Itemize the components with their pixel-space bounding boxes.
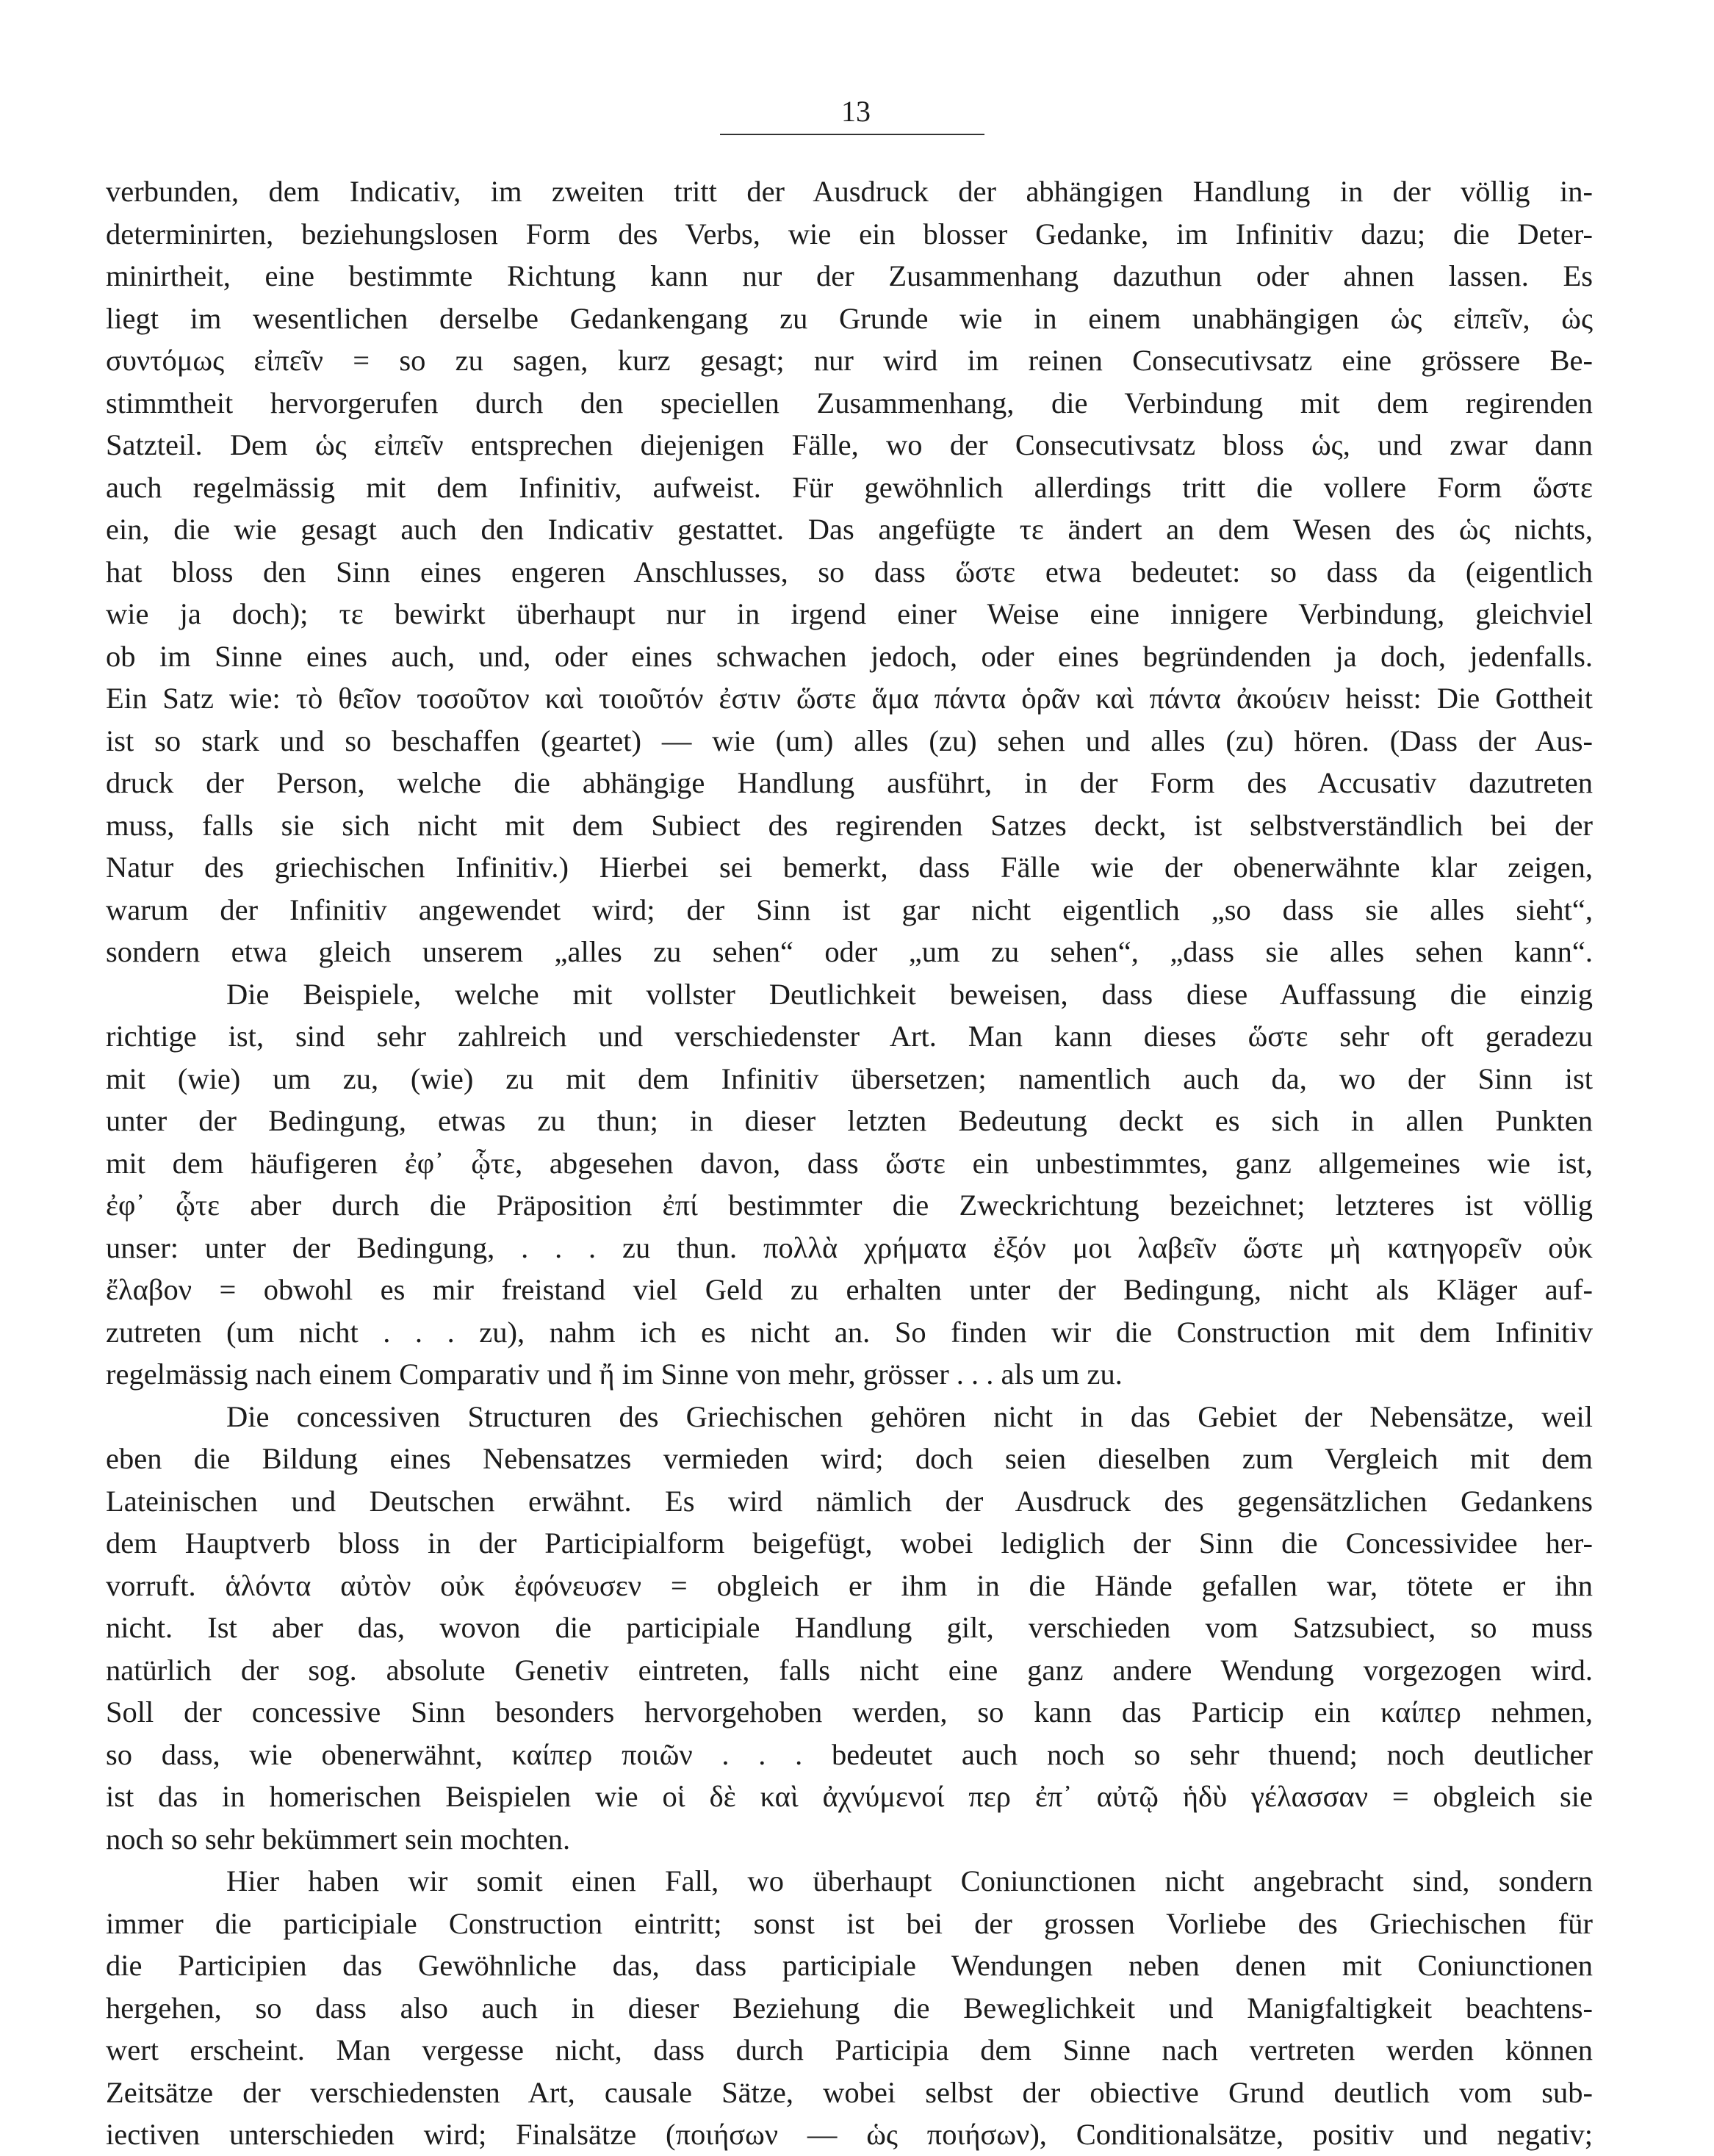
text-line: muss, falls sie sich nicht mit dem Subiect des regirenden Satzes deckt, ist selbstverständlich bei der [106,808,1593,842]
text-line: Hier haben wir somit einen Fall, wo überhaupt Coniunctionen nicht angebracht sind, sondern [226,1864,1593,1897]
text-line: nicht. Ist aber das, wovon die participiale Handlung gilt, verschieden vom Satzsubiect, so muss [106,1611,1593,1644]
text-line: natürlich der sog. absolute Genetiv eintreten, falls nicht eine ganz andere Wendung vorgezogen wird. [106,1653,1593,1687]
text-line: auch regelmässig mit dem Infinitiv, aufweist. Für gewöhnlich allerdings tritt die vollere Form ὥστε [106,470,1593,504]
text-line: Die concessiven Structuren des Griechischen gehören nicht in das Gebiet der Nebensätze, weil [226,1399,1593,1433]
text-line: hergehen, so dass also auch in dieser Beziehung die Beweglichkeit und Manigfaltigkeit beachtens- [106,1991,1593,2025]
text-line: Natur des griechischen Infinitiv.) Hierbei sei bemerkt, dass Fälle wie der obenerwähnte klar zeigen, [106,851,1593,884]
text-line: richtige ist, sind sehr zahlreich und verschiedenster Art. Man kann dieses ὥστε sehr oft geradezu [106,1020,1593,1053]
text-line: mit (wie) um zu, (wie) zu mit dem Infinitiv übersetzen; namentlich auch da, wo der Sinn ist [106,1061,1593,1095]
text-line: iectiven unterschieden wird; Finalsätze (ποιήσων — ὡς ποιήσων), Conditionalsätze, positiv und negativ; [106,2118,1593,2151]
text-line: liegt im wesentlichen derselbe Gedankengang zu Grunde wie in einem unabhängigen ὡς εἰπεῖν, ὡς [106,301,1593,335]
text-line: vorruft. ἁλόντα αὐτὸν οὐκ ἐφόνευσεν = obgleich er ihm in die Hände gefallen war, tötete er ihn [106,1568,1593,1602]
text-line: ist so stark und so beschaffen (geartet) — wie (um) alles (zu) sehen und alles (zu) hören. (Dass der Aus- [106,724,1593,757]
text-line: ein, die wie gesagt auch den Indicativ gestattet. Das angefügte τε ändert an dem Wesen des ὡς nichts, [106,513,1593,546]
text-line: unter der Bedingung, etwas zu thun; in dieser letzten Bedeutung deckt es sich in allen Punkten [106,1104,1593,1137]
text-line: Satzteil. Dem ὡς εἰπεῖν entsprechen diejenigen Fälle, wo der Consecutivsatz bloss ὡς, und zwar dann [106,428,1593,461]
text-line: zutreten (um nicht . . . zu), nahm ich es nicht an. So finden wir die Construction mit dem Infinitiv [106,1315,1593,1349]
text-line: determinirten, beziehungslosen Form des Verbs, wie ein blosser Gedanke, im Infinitiv dazu; die Deter- [106,217,1593,250]
text-line: mit dem häufigeren ἐφ᾽ ᾧτε, abgesehen davon, dass ὥστε ein unbestimmtes, ganz allgemeines wie ist, [106,1146,1593,1180]
text-line: unser: unter der Bedingung, . . . zu thun. πολλὰ χρήματα ἐξόν μοι λαβεῖν ὥστε μὴ κατηγορεῖν οὐκ [106,1230,1593,1264]
text-line: wert erscheint. Man vergesse nicht, dass durch Participia dem Sinne nach vertreten werden können [106,2033,1593,2066]
text-line: Zeitsätze der verschiedensten Art, causale Sätze, wobei selbst der obiective Grund deutlich vom sub- [106,2075,1593,2109]
text-line: regelmässig nach einem Comparativ und ἤ im Sinne von mehr, grösser . . . als um zu. [106,1358,1123,1391]
text-line: Die Beispiele, welche mit vollster Deutlichkeit beweisen, dass diese Auffassung die einzig [226,977,1593,1011]
text-line: ἔλαβον = obwohl es mir freistand viel Geld zu erhalten unter der Bedingung, nicht als Kläger auf- [106,1273,1593,1306]
text-line: die Participien das Gewöhnliche das, dass participiale Wendungen neben denen mit Coniunctionen [106,1949,1593,1982]
text-line: noch so sehr bekümmert sein mochten. [106,1822,571,1856]
page-number: 13 [841,95,871,128]
text-line: wie ja doch); τε bewirkt überhaupt nur in irgend einer Weise eine innigere Verbindung, gleichviel [106,597,1593,630]
text-line: Ein Satz wie: τὸ θεῖον τοσοῦτον καὶ τοιοῦτόν ἐστιν ὥστε ἅμα πάντα ὁρᾶν καὶ πάντα ἀκούειν heisst: Die Gottheit [106,682,1593,715]
text-line: ἐφ᾽ ᾧτε aber durch die Präposition ἐπί bestimmter die Zweckrichtung bezeichnet; letzteres ist völlig [106,1189,1593,1222]
text-line: minirtheit, eine bestimmte Richtung kann nur der Zusammenhang dazuthun oder ahnen lassen. Es [106,259,1593,292]
text-line: stimmtheit hervorgerufen durch den speciellen Zusammenhang, die Verbindung mit dem regirenden [106,386,1593,419]
text-line: eben die Bildung eines Nebensatzes vermieden wird; doch seien dieselben zum Vergleich mit dem [106,1442,1593,1475]
body-text [106,170,1593,2156]
text-line: druck der Person, welche die abhängige Handlung ausführt, in der Form des Accusativ dazutreten [106,766,1593,799]
text-line: ob im Sinne eines auch, und, oder eines schwachen jedoch, oder eines begründenden ja doch, jedenfalls. [106,639,1593,673]
text-line: Lateinischen und Deutschen erwähnt. Es wird nämlich der Ausdruck des gegensätzlichen Gedankens [106,1484,1593,1518]
text-line: verbunden, dem Indicativ, im zweiten tritt der Ausdruck der abhängigen Handlung in der völlig in- [106,175,1593,208]
text-line: Soll der concessive Sinn besonders hervorgehoben werden, so kann das Particip ein καίπερ nehmen, [106,1695,1593,1728]
text-line: sondern etwa gleich unserem „alles zu sehen“ oder „um zu sehen“, „dass sie alles sehen kann“. [106,935,1593,968]
text-line: hat bloss den Sinn eines engeren Anschlusses, so dass ὥστε etwa bedeutet: so dass da (eigentlich [106,555,1593,588]
text-line: so dass, wie obenerwähnt, καίπερ ποιῶν . . . bedeutet auch noch so sehr thuend; noch deutlicher [106,1737,1593,1771]
text-line: ist das in homerischen Beispielen wie οἱ δὲ καὶ ἀχνύμενοί περ ἐπ᾽ αὐτῷ ἡδὺ γέλασσαν = obgleich sie [106,1780,1593,1813]
text-line: dem Hauptverb bloss in der Participialform beigefügt, wobei lediglich der Sinn die Concessividee her- [106,1526,1593,1560]
text-line: warum der Infinitiv angewendet wird; der Sinn ist gar nicht eigentlich „so dass sie alles sieht“, [106,893,1593,926]
text-line: συντόμως εἰπεῖν = so zu sagen, kurz gesagt; nur wird im reinen Consecutivsatz eine grössere Be- [106,344,1593,377]
text-line: immer die participiale Construction eintritt; sonst ist bei der grossen Vorliebe des Griechischen für [106,1906,1593,1940]
header-rule [720,134,984,135]
